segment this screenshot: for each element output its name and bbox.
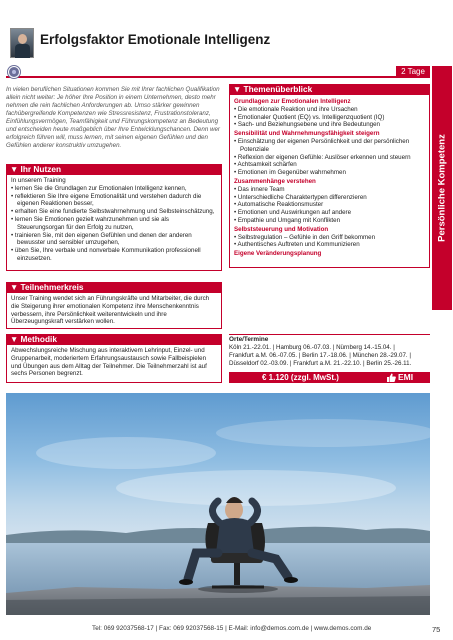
list-item: • trainieren Sie, mit den eigenen Gefühlen und denen der anderen bewusster und sensibler umzugehen, <box>11 232 217 248</box>
topic-list <box>234 106 425 129</box>
orte-top-rule <box>229 334 430 335</box>
topic-title: Grundlagen zur Emotionalen Intelligenz <box>234 98 351 105</box>
page-title: Erfolgsfaktor Emotionale Intelligenz <box>40 32 271 47</box>
topic-title: Zusammenhänge verstehen <box>234 177 316 185</box>
section-heading-teilnehmerkreis: ▼ Teilnehmerkreis <box>6 282 222 293</box>
topic-list <box>234 234 425 250</box>
topic-list <box>234 138 425 177</box>
category-side-tab-label: Persönliche Kompetenz <box>436 134 448 242</box>
price-amount: € 1.120 (zzgl. MwSt.) <box>262 373 339 382</box>
bubble-icon <box>8 66 20 78</box>
emi-label: EMI <box>398 372 414 382</box>
list-item: • üben Sie, Ihre verbale und nonverbale Kommunikation professionell einzusetzen. <box>11 247 217 263</box>
list-item: • Reflexion der eigenen Gefühle: Auslöser erkennen und steuern <box>234 154 425 162</box>
orte-line: Frankfurt a.M. 06.-07.05. | Berlin 17.-18.06. | München 28.-29.07. | <box>229 352 411 359</box>
list-item: • Das innere Team <box>234 186 425 194</box>
list-item: • erhalten Sie eine fundierte Selbstwahrnehmung und Selbsteinschätzung, <box>11 208 217 216</box>
list-item: • lernen Sie Emotionen gezielt wahrzunehmen und sie als Steuerungsorgan für den Erfolg zu nutzen, <box>11 216 217 232</box>
orte-line: Köln 21.-22.01. | Hamburg 06.-07.03. | Nürnberg 14.-15.04. | <box>229 344 395 351</box>
header-portrait-image <box>10 28 34 58</box>
section-box-methodik <box>6 345 222 383</box>
topic-list <box>234 186 425 225</box>
list-item: • lernen Sie die Grundlagen zur Emotionalen Intelligenz kennen, <box>11 185 217 193</box>
nutzen-list <box>11 185 217 263</box>
orte-line: Düsseldorf 02.-03.09. | Frankfurt a.M. 21.-22.10. | Berlin 25.-26.11. <box>229 360 412 367</box>
section-heading-methodik: ▼ Methodik <box>6 334 222 345</box>
list-item: • Achtsamkeit schärfen <box>234 161 425 169</box>
teilnehmerkreis-text: Unser Training wendet sich an Führungskräfte und Mitarbeiter, die durch die Steigerung ihrer emotionalen Kompetenz ihre Menschenkenntnis verbessern, ihre Persönlichkeit weiterentwickeln und ihre Überzeugungskraft verstärken wollen. <box>11 295 210 326</box>
topic-title: Sensibilität und Wahrnehmungsfähigkeit steigern <box>234 130 380 138</box>
topic-title: Eigene Veränderungsplanung <box>234 250 322 258</box>
list-item: • Unterschiedliche Charaktertypen differenzieren <box>234 194 425 202</box>
orte-label: Orte/Termine <box>229 336 269 343</box>
list-item: • Einschätzung der eigenen Persönlichkeit und der persönlichen Potenziale <box>234 138 425 154</box>
methodik-text: Abwechslungsreiche Mischung aus interaktivem Lehrinput, Einzel- und Gruppenarbeit, moderiertem Erfahrungsaustausch sowie Fallbeispielen und Übungen aus dem Alltag der Teilnehmer. Die Teilnehmerzahl ist auf sechs Personen begrenzt. <box>11 347 207 378</box>
list-item: • Empathie und Umgang mit Konflikten <box>234 217 425 225</box>
list-item: • Die emotionale Reaktion und ihre Ursachen <box>234 106 425 114</box>
duration-badge: 2 Tage <box>396 66 430 78</box>
topic-title: Selbststeuerung und Motivation <box>234 225 329 233</box>
section-box-themen <box>229 95 430 268</box>
list-item: • reflektieren Sie Ihre eigene Emotionalität und verstehen dadurch die eigenen Reaktionen besser, <box>11 193 217 209</box>
section-box-nutzen <box>6 175 222 271</box>
list-item: • Emotionaler Quotient (EQ) vs. Intelligenzquotient (IQ) <box>234 114 425 122</box>
list-item: • Authentisches Auftreten und Kommunizieren <box>234 241 425 249</box>
section-heading-nutzen: ▼ Ihr Nutzen <box>6 164 222 175</box>
list-item: • Selbstregulation – Gefühle in den Griff bekommen <box>234 234 425 242</box>
list-item: • Emotionen im Gegenüber wahrnehmen <box>234 169 425 177</box>
intro-text: In vielen beruflichen Situationen kommen Sie mit Ihrer fachlichen Qualifikation allein nicht weiter: Je höher Ihre Position in einem Unternehmen, desto mehr nehmen die rein fachlichen Anforderungen ab. Umso stärker gewinnen fachübergreifende Kompetenzen wie Stressresistenz, Frustrationstoleranz, Einfühlungsvermögen, Teamfähigkeit und Führungskompetenz an Bedeutung und entscheiden heute maßgeblich über Ihre Entwicklungschancen. Denn wer erfolgreich führen will, muss lernen, mit seinen eigenen Gefühlen und den Gefühlen anderer konstruktiv umzugehen. <box>6 86 220 149</box>
nutzen-lead: In unserem Training <box>11 177 66 184</box>
list-item: • Emotionen und Auswirkungen auf andere <box>234 209 425 217</box>
list-item: • Automatische Reaktionsmuster <box>234 201 425 209</box>
section-heading-themen: ▼ Themenüberblick <box>229 84 430 95</box>
section-box-teilnehmerkreis <box>6 293 222 329</box>
list-item: • Sach- und Beziehungsebene und ihre Bedeutungen <box>234 121 425 129</box>
businessman-lake-photo <box>6 393 430 615</box>
thumbs-up-icon <box>386 373 396 382</box>
top-divider <box>6 76 430 78</box>
page-number: 75 <box>432 625 441 634</box>
footer-contact: Tel: 069 92037568-17 | Fax: 069 92037568-15 | E-Mail: info@demos.com.de | www.demos.com.de <box>92 625 372 632</box>
